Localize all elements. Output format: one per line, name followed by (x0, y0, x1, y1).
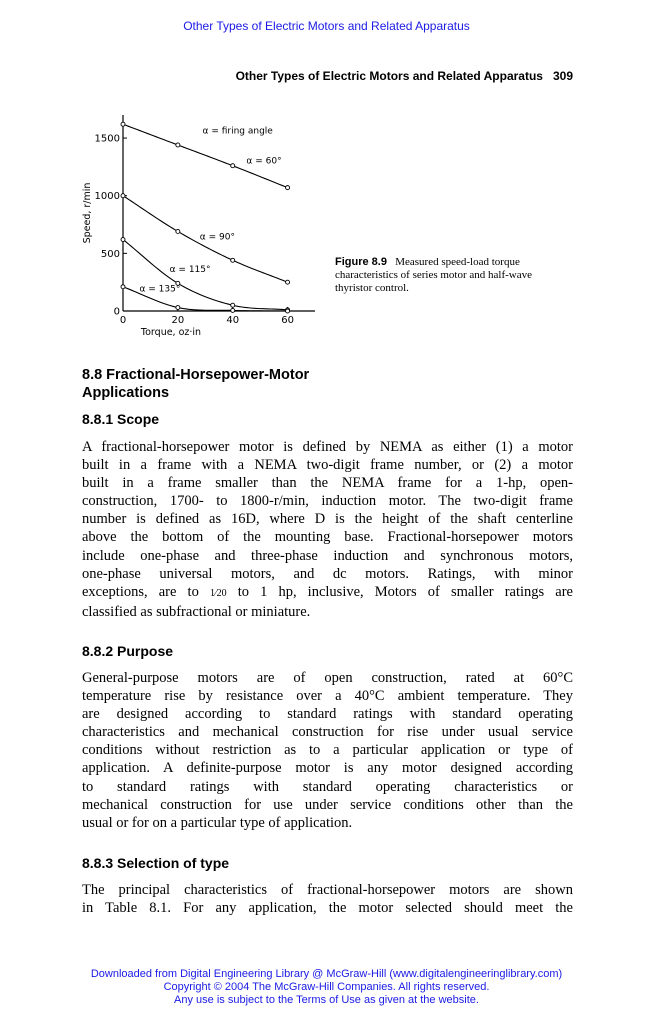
section-8-8-3-paragraph (82, 881, 573, 917)
paragraph-line: characteristics and mechanical construction for rise under usual service (82, 724, 573, 741)
x-tick-label: 20 (171, 315, 185, 326)
y-tick-label: 0 (113, 306, 120, 318)
data-point (286, 309, 290, 313)
data-point (231, 303, 235, 307)
figure-caption-text: Measured speed-load torque characteristics of series motor and half-wave thyristor control. (335, 256, 532, 294)
paragraph-line (82, 583, 573, 603)
data-point (121, 238, 125, 242)
paragraph-line: built in a frame smaller than the NEMA frame for a 1-hp, open- (82, 475, 573, 492)
y-axis-label: Speed, r/min (82, 182, 93, 244)
paragraph-line: built in a frame with a NEMA two-digit frame number, or (2) a motor (82, 457, 573, 474)
data-point (121, 194, 125, 198)
data-point (176, 229, 180, 233)
data-point (231, 164, 235, 168)
paragraph-line: General-purpose motors are of open construction, rated at 60°C (82, 670, 573, 686)
series-label: α = 90° (199, 232, 235, 243)
data-point (121, 285, 125, 289)
section-8-8-1-paragraph (82, 438, 573, 621)
data-point (176, 306, 180, 310)
paragraph-line: include one-phase and three-phase induction and synchronous motors, (82, 547, 573, 564)
data-point (286, 280, 290, 284)
data-point (121, 122, 125, 126)
paragraph-line: temperature rise by resistance over a 40°C ambient temperature. They (82, 688, 573, 705)
y-tick-label: 500 (100, 248, 120, 260)
line-text-pre: exceptions, are to (82, 583, 210, 600)
paragraph-line: are designed according to standard ratings with standard operating (82, 706, 573, 723)
paragraph-line: classified as subfractional or miniature. (82, 603, 311, 620)
figure-label: Figure 8.9 (335, 256, 387, 268)
paragraph-line: usual or for on a particular type of application. (82, 814, 353, 831)
y-tick-label: 1000 (94, 191, 120, 203)
x-tick-label: 0 (119, 315, 127, 326)
running-head-title: Other Types of Electric Motors and Related Apparatus (235, 69, 543, 83)
paragraph-line: above the bottom of the mounting base. Fractional-horsepower motors (82, 529, 573, 546)
line-text-post: to 1 hp, inclusive, Motors of smaller ratings are (226, 583, 573, 600)
series-label: α = 135° (139, 284, 181, 295)
footer-copyright: Copyright © 2004 The McGraw-Hill Companies. All rights reserved. (163, 981, 490, 993)
section-8-8-3-heading: 8.8.3 Selection of type (82, 855, 230, 871)
paragraph-line: number is defined as 16D, where D is the height of the shaft centerline (82, 511, 573, 528)
page-number: 309 (552, 69, 573, 83)
data-point (286, 186, 290, 190)
data-point (176, 143, 180, 147)
section-8-8-2-heading: 8.8.2 Purpose (82, 643, 174, 659)
running-head (80, 69, 573, 83)
page-footer (0, 968, 653, 1007)
paragraph-line: in Table 8.1. For any application, the motor selected should meet the (82, 900, 573, 917)
x-tick-label: 40 (226, 315, 240, 326)
chart-series (123, 124, 288, 311)
x-axis-label: Torque, oz·in (140, 327, 202, 338)
paragraph-line: A fractional-horsepower motor is defined by NEMA as either (1) a motor (82, 439, 573, 455)
footer-download-link[interactable]: Downloaded from Digital Engineering Library @ McGraw-Hill (www.digitalengineeringlibrary.com) (90, 968, 563, 980)
paragraph-line: application. A definite-purpose motor is any motor designed according (82, 760, 573, 777)
paragraph-line: one-phase universal motors, and dc motors. Ratings, with minor (82, 565, 573, 582)
footer-terms-link[interactable]: Any use is subject to the Terms of Use as given at the website. (174, 994, 479, 1006)
section-8-8-2-paragraph (82, 669, 573, 832)
paragraph-line: to standard ratings with standard operating characteristics or (82, 778, 573, 795)
speed-torque-chart (78, 112, 328, 342)
chart-labels (82, 126, 282, 338)
section-8-8-heading: 8.8 Fractional-Horsepower-Motor Applications (82, 367, 310, 401)
section-8-8-1-heading: 8.8.1 Scope (82, 411, 160, 427)
paragraph-line: The principal characteristics of fractional-horsepower motors are shown (82, 882, 573, 898)
fraction-one-twentieth: 1⁄20 (209, 587, 227, 599)
paragraph-line: mechanical construction for use under service conditions other than the (82, 796, 573, 813)
top-banner: Other Types of Electric Motors and Related Apparatus (183, 19, 470, 33)
paragraph-line: construction, 1700- to 1800-r/min, induction motor. The two-digit frame (82, 493, 573, 510)
paragraph-line: conditions without restriction as to a particular application or type of (82, 742, 573, 759)
series-label: α = 60° (246, 156, 282, 167)
figure-caption (335, 256, 535, 295)
x-tick-label: 60 (281, 315, 294, 326)
data-point (231, 258, 235, 262)
data-point (231, 308, 235, 312)
y-tick-label: 1500 (94, 133, 120, 145)
legend-note: α = firing angle (202, 126, 273, 137)
series-label: α = 115° (169, 264, 211, 275)
